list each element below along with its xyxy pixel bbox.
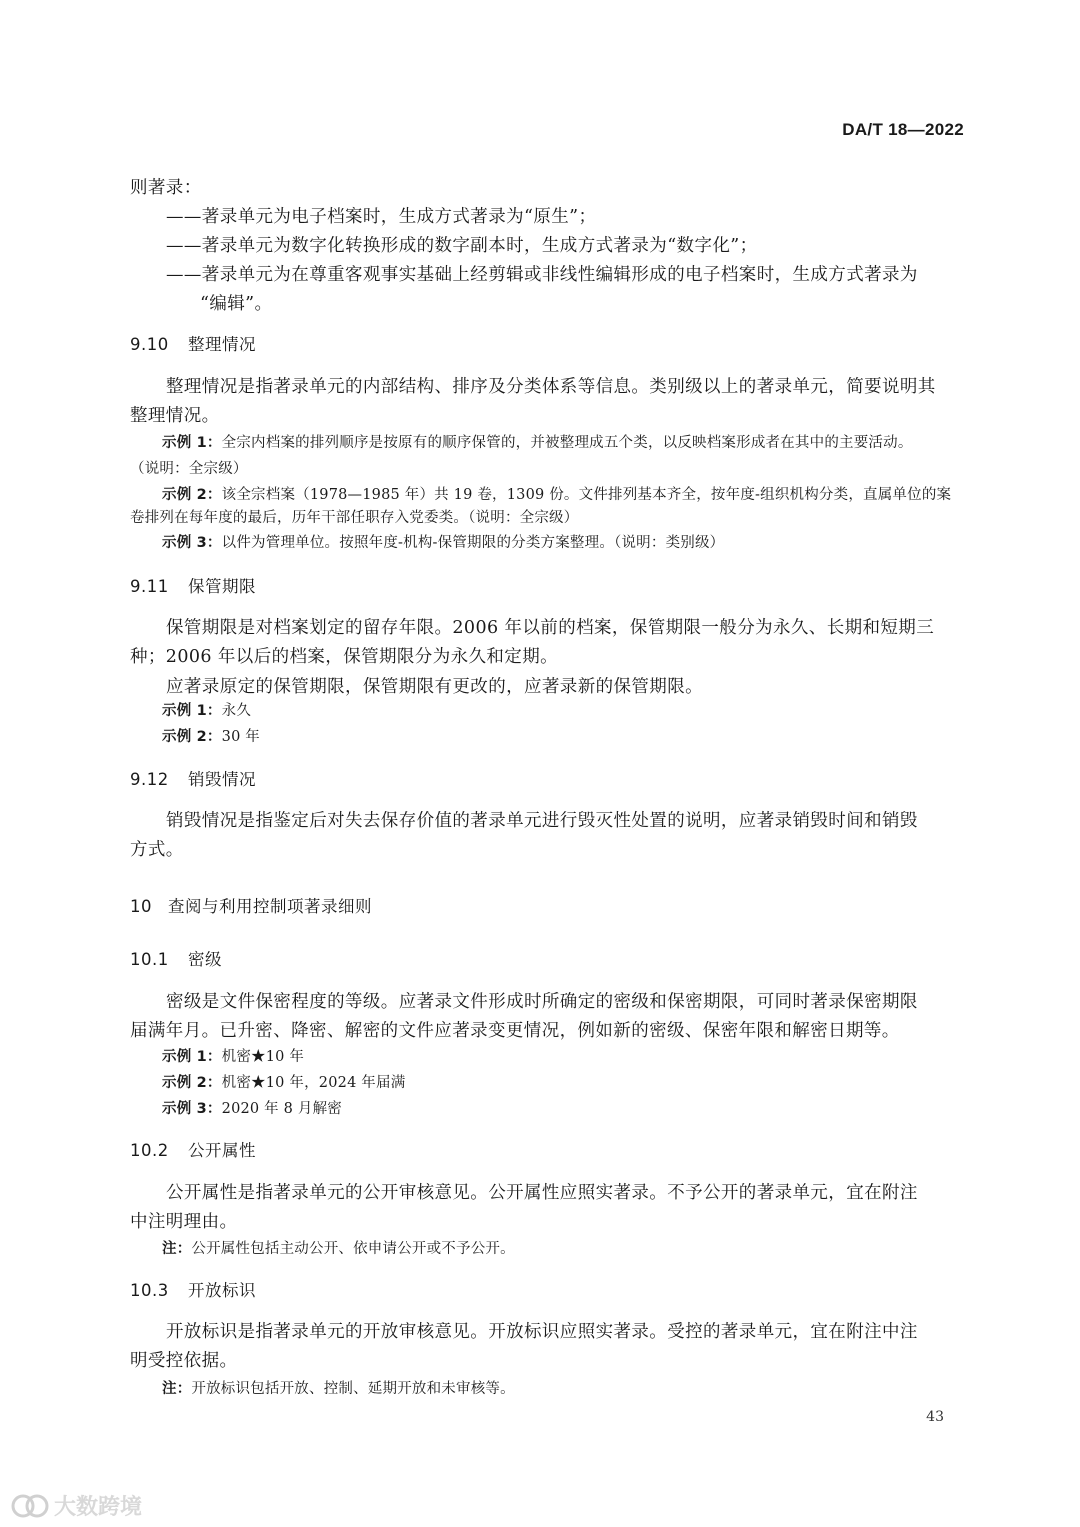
example-text: 机密★10 年，2024 年届满 <box>221 1075 406 1091</box>
paragraph-line: 届满年月。已升密、降密、解密的文件应著录变更情况，例如新的密级、保密年限和解密日期等。 <box>130 1021 900 1041</box>
example-line: 卷排列在每年度的最后，历年干部任职存入党委类。（说明：全宗级） <box>130 510 579 526</box>
section-heading <box>130 946 222 970</box>
example-text: 30 年 <box>221 729 261 745</box>
example-line <box>162 725 260 746</box>
example-text: 全宗内档案的排列顺序是按原有的顺序保管的，并被整理成五个类，以反映档案形成者在其中的主要活动。 <box>221 435 913 451</box>
example-text: 以件为管理单位。按照年度-机构-保管期限的分类方案整理。（说明：类别级） <box>221 535 725 551</box>
paragraph-line: 销毁情况是指鉴定后对失去保存价值的著录单元进行毁灭性处置的说明，应著录销毁时间和销毁 <box>166 811 918 831</box>
paragraph-line: 公开属性是指著录单元的公开审核意见。公开属性应照实著录。不予公开的著录单元，宜在附注 <box>166 1183 918 1203</box>
section-number: 9.10 <box>130 335 169 354</box>
note-line <box>162 1237 515 1258</box>
section-number: 10.1 <box>130 950 169 969</box>
note-label: 注： <box>162 1241 192 1257</box>
paragraph-line: 则著录： <box>130 178 202 198</box>
example-label: 示例 3： <box>162 1101 222 1117</box>
list-item: ——著录单元为电子档案时，生成方式著录为“原生”； <box>166 207 597 227</box>
paragraph-line: 方式。 <box>130 840 184 860</box>
example-text: 机密★10 年 <box>221 1049 305 1065</box>
note-text: 公开属性包括主动公开、依申请公开或不予公开。 <box>191 1241 515 1257</box>
chapter-heading <box>130 893 372 917</box>
example-text: 永久 <box>221 703 252 719</box>
example-label: 示例 2： <box>162 487 222 503</box>
example-label: 示例 2： <box>162 729 222 745</box>
section-heading <box>130 1277 256 1301</box>
paragraph-line: 保管期限是对档案划定的留存年限。2006 年以前的档案，保管期限一般分为永久、长期和短期三 <box>166 618 935 638</box>
section-heading <box>130 766 256 790</box>
paragraph-line: 种；2006 年以后的档案，保管期限分为永久和定期。 <box>130 647 558 667</box>
paragraph-line: 整理情况是指著录单元的内部结构、排序及分类体系等信息。类别级以上的著录单元，简要说明其 <box>166 377 936 397</box>
section-heading <box>130 1137 256 1161</box>
section-title: 开放标识 <box>188 1281 256 1300</box>
example-line <box>162 431 913 452</box>
paragraph-line: 开放标识是指著录单元的开放审核意见。开放标识应照实著录。受控的著录单元，宜在附注中注 <box>166 1322 918 1342</box>
example-label: 示例 1： <box>162 1049 222 1065</box>
example-line <box>162 1045 304 1066</box>
section-title: 密级 <box>188 950 222 969</box>
example-label: 示例 1： <box>162 703 222 719</box>
section-title: 保管期限 <box>188 577 256 596</box>
paragraph-line: 应著录原定的保管期限，保管期限有更改的，应著录新的保管期限。 <box>166 677 703 697</box>
section-heading <box>130 331 256 355</box>
section-number: 10.2 <box>130 1141 169 1160</box>
watermark-logo-icon <box>10 1493 50 1519</box>
list-item: ——著录单元为数字化转换形成的数字副本时，生成方式著录为“数字化”； <box>166 236 758 256</box>
note-label: 注： <box>162 1381 192 1397</box>
example-label: 示例 3： <box>162 535 222 551</box>
paragraph-line: 密级是文件保密程度的等级。应著录文件形成时所确定的密级和保密期限，可同时著录保密期限 <box>166 992 918 1012</box>
paragraph-line: 整理情况。 <box>130 406 220 426</box>
note-line <box>162 1377 515 1398</box>
section-number: 10.3 <box>130 1281 169 1300</box>
list-item: ——著录单元为在尊重客观事实基础上经剪辑或非线性编辑形成的电子档案时，生成方式著录为 <box>166 265 918 285</box>
paragraph-line: 中注明理由。 <box>130 1212 238 1232</box>
section-number: 9.11 <box>130 577 169 596</box>
example-line <box>162 531 724 552</box>
example-label: 示例 2： <box>162 1075 222 1091</box>
example-line <box>162 699 251 720</box>
example-label: 示例 1： <box>162 435 222 451</box>
chapter-number: 10 <box>130 897 152 916</box>
list-item-continuation: “编辑”。 <box>200 294 273 314</box>
example-line: （说明：全宗级） <box>130 461 248 477</box>
watermark <box>10 1490 142 1521</box>
example-line <box>162 1097 342 1118</box>
section-heading <box>130 573 256 597</box>
example-text: 2020 年 8 月解密 <box>221 1101 342 1117</box>
section-title: 整理情况 <box>188 335 256 354</box>
example-text: 该全宗档案（1978—1985 年）共 19 卷，1309 份。文件排列基本齐全，按年度-组织机构分类，直属单位的案 <box>221 487 952 503</box>
page-number: 43 <box>926 1409 944 1425</box>
example-line <box>162 483 951 504</box>
section-title: 公开属性 <box>188 1141 256 1160</box>
example-line <box>162 1071 405 1092</box>
paragraph-line: 明受控依据。 <box>130 1351 238 1371</box>
section-number: 9.12 <box>130 770 169 789</box>
note-text: 开放标识包括开放、控制、延期开放和未审核等。 <box>191 1381 515 1397</box>
watermark-text: 大数跨境 <box>54 1495 143 1520</box>
standard-number: DA/T 18—2022 <box>842 120 964 139</box>
chapter-title: 查阅与利用控制项著录细则 <box>168 897 372 916</box>
section-title: 销毁情况 <box>188 770 256 789</box>
